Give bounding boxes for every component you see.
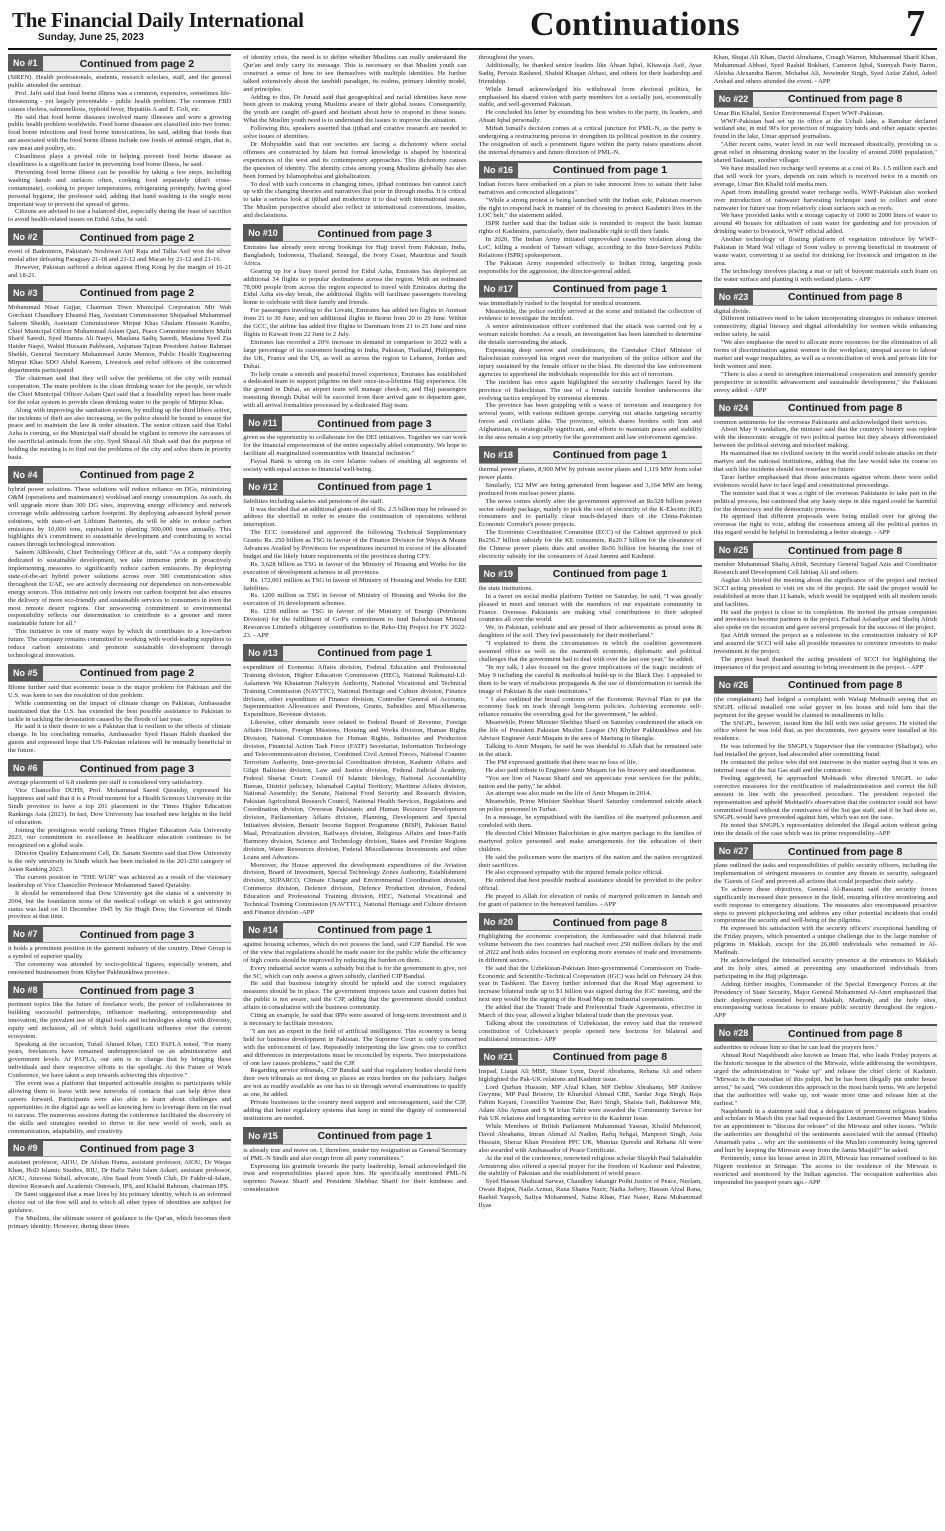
story-paragraph: He also paid tribute to Engineer Amir Muqam for his bravery and steadfastness. [485, 766, 697, 774]
story-paragraph: A senior administration officer confirmed that the attack was carried out by a woman suicide bomber. As a result, an investigation has been launched to determine the details surrounding the attack. [478, 323, 702, 347]
story-paragraph: plans outlined the tasks and responsibilities of public security officers, including the implementation of stringent measures to counter any threats to security, safeguard the 'Guests of God' and prevent all actions that could jeopardize their safety. [713, 862, 937, 885]
story-header [8, 228, 231, 246]
story-number-badge: No #9 [8, 1141, 43, 1156]
story-paragraph: The Economic Coordination Committee (ECC) of the Cabinet approved to pick Rs256.7 billion subsidy for the KE consumers, Rs20.7 billion for the clearance of the Chinese power plants dues and another Rs56 billion for bearing the cost of electricity subsidy for the consumers of Azad Jammu and Kashmir. [478, 529, 702, 560]
continued-from-label: Continued from page 8 [787, 402, 903, 415]
story-number-badge: No #7 [8, 927, 43, 942]
continued-from-label: Continued from page 3 [317, 417, 432, 430]
story-paragraph: Asghar Ali briefed the meeting about the significance of the project and invited SCCI acting president to visit on site of the project. He said the project would be established at more than 11 kanals, which would be equipped with all modern needs and facilities. [713, 576, 937, 608]
story-paragraph: We have installed two recharge well systems at a cost of Rs. 1.5 million each and that will work for years, depends on rain which is received twice in a month on average, Umar Bin Khalid told media men. [713, 164, 937, 188]
story-paragraph: Following this, speakers asserted that ijtihad and creative research are needed to solve issues of identities. [243, 125, 467, 141]
story-paragraph: Speaking at the occasion, Tufail Ahmed Khan, CEO PAFLA noted, "For many years, freelancers have remained underappreciated on an administrative and government levels. At PAFLA, our aim is to change that by bringing these individuals and their respective efforts to the spotlight. At this Future of Work Conference, we have taken a step towards achieving this objective." [8, 1040, 232, 1080]
story-paragraph: assistant professor, AIOU, Dr Afshan Huma, assistant professor, AIOU, Dr Waqas Khan, HoD Islamic Studies, RIU, Dr Hafiz Tahir Islam Askari, assistant professor, AIOU, Amoona Sohail, advocate, Abu Saad from Youth Club, Dr Fakhr-ul-Islam, director Research and Academic Outreach, IPS, and Khalid Rahman, chairman IPS. [8, 1159, 232, 1191]
story-paragraph: He added that the Transit Trade and Preferential Trade Agreements, effective in March of this year, allowed a higher bilateral trade than the previous year. [478, 1004, 702, 1020]
story-paragraph: Moreover, the House approved the development expenditures of the Aviation division, Board of Investment, Special Technology Zones Authority, Establishment division, SUPARCO, Climate Change and Environmental Coordination division, Commerce division, Defence division, Defence Production division, Federal Education and Professional Training division, HEC, National Vocational and Technical Training Commission (NAVTTC), National Heritage and Culture division and Finance division.-APP [243, 861, 467, 916]
story-paragraph: (the complainant) had lodged a complaint with Wafaqi Mohtasib saying that an SNGPL official installed one solar geyser in his house and told him that the payment for the geyser would be claimed in installments in bills. [713, 695, 937, 719]
continued-from-label: Continued from page 3 [79, 762, 195, 775]
story-paragraph: In a tweet on social media platform Twitter on Saturday, he said, "I was greatly pleased to meet and interact with the members of our expatriate community in France. Overseas Pakistanis are making vital contributions to their adopted countries all over the world. [478, 592, 702, 624]
column-4 [714, 54, 937, 1525]
continuation-story [8, 284, 231, 462]
story-paragraph: Ahmad Rouf Naqshbandi also known as Imam Hai, who leads Friday prayers at the historic mosque in the absence of the Mirwaiz, while addressing the worshipers, urged the administration to "wake up" and release the chief cleric of Kashmir. "Mirwaiz is the custodian of this pulpit, but he has been illegally put under house arrest," he said, "We condemn this approach in the most harsh terms. We are hopeful that the authorities will wake up, not waste more time and release him at the earliest." [713, 1052, 937, 1107]
story-header [8, 284, 231, 302]
story-number-badge: No #18 [479, 448, 519, 463]
story-number-badge: No #16 [479, 163, 519, 178]
story-number-badge: No #1 [8, 56, 43, 71]
story-paragraph: it holds a prominent position in the garment industry of the country. Diner Group is a symbol of superior quality. [8, 945, 232, 961]
continued-from-label: Continued from page 8 [787, 679, 903, 692]
story-paragraph: Preventing food borne illness can be possible by taking a few steps, including washing hands and surfaces often, cooking food separately (don't cross-contaminate), cooking to proper temperatures, refrigerating promptly, having good personal hygiene, the professor said, adding that hand washing is the single most important way to prevent the spread of germs. [8, 168, 232, 208]
story-paragraph: He said that food borne diseases involved many illnesses and were a growing public health problem worldwide. Food borne diseases are classified into two forms: food borne infections and food borne intoxications, he said, adding that foods that are associated with the food borne illness include raw foods of animal origin, that is, raw meat and poultry, etc. [8, 113, 232, 153]
story-paragraph: liabilities including salaries and pensions of the staff. [243, 497, 384, 505]
story-paragraph: While Members of British Parliament Muhammad Yasean, Khalid Mehmood, David Abrahams, Imran Ahmad Al Nadim, Rafiq Sehgal, Manpreet Singh, Asia Hussain, Sheraz Khan President PPC UK, Mumtaz Qureshi and Rehana Ali were also awarded with Ambassador of Peace Certificate. [478, 1123, 702, 1154]
story-paragraph: The ceremony was attended by socio-political figures, especially women, and renowned businessmen from Khyber Pakhtunkhwa province. [8, 961, 232, 977]
continuation-story [243, 478, 466, 640]
story-header [714, 288, 937, 306]
story-paragraph: event of Badminton, Pakistan's Noshiwan Arif Raja and Talha Asif won the silver medal after defeating Paraguay 21-18 and 21-12 and Macau by 21-12 and 21-16. [8, 248, 232, 264]
story-paragraph: WWF-Pakistan had set up its office at the Uchali lake, a Ramshar declared wetland site, in mid 90's for protection of migratory birds and other aquatic species found in the lake, Umar apprised journalists. [713, 117, 937, 141]
story-number-badge: No #6 [8, 761, 43, 776]
continued-from-label: Continued from page 1 [552, 283, 668, 296]
continued-from-label: Continued from page 8 [787, 93, 903, 106]
continued-from-label: Continued from page 8 [552, 1051, 668, 1064]
story-paragraph: "You are lion of Nawaz Sharif and we appreciate your services for the public, nation and the party," he added. [478, 774, 702, 790]
story-header [243, 921, 466, 939]
story-header [714, 90, 937, 108]
continuation-story [714, 399, 937, 538]
continued-from-label: Continued from page 2 [79, 469, 195, 482]
story-paragraph: Ijaz Afridi termed the project as a milestone in the construction industry of KP and assured the SCCI will take all possible measures to convince investors to make investment in the project. [713, 632, 937, 656]
story-paragraph: Syed Hassan Shahzad Sarwar, Chaudhry Jahangir Pothi Justice of Peace, Neelam, Owais Rajput, Naila Azmat, Rana Shama Nazir, Nadia Jaffery, Hassan Afzal Rana, Rashid Yaqoob, Safiya Mohammed, Naina Khan, Fiaz Naser, Rana Muhammad Ilyas [478, 1178, 702, 1210]
story-paragraph: Similarly, 152 MW are being generated from bagasse and 3,164 MW are being produced from nuclear power plants. [478, 481, 702, 497]
story-header [8, 54, 231, 72]
story-header [714, 842, 937, 860]
continuation-story [479, 280, 702, 442]
story-paragraph: Cleanliness plays a pivotal role in helping prevent food borne disease as cleanliness is a significant factor in preventing food borne illness, he said. [8, 153, 232, 168]
continuation-story [8, 664, 231, 755]
story-paragraph: "While a strong protest is being launched with the Indian side, Pakistan reserves the right to respond back in manner of its choosing to protect Kashmiri lives in the LOC belt," the statement added. [478, 196, 702, 220]
story-paragraph: Adding further insights, Commander of the Special Emergency Forces at the Presidency of State Security, Major General Mohammed Al-Amri emphasized that their deployment extended beyond Makkah, Madinah, and the holy sites, encompassing various locations to ensure public security throughout the region.- APP [713, 980, 937, 1020]
story-paragraph: "We also emphasise the need to allocate more resources for the elimination of all forms of discrimination against women in the workplace, unequal access to labour market and wage inequalities, as well as a reconciliation of work and private life for both women and men. [713, 339, 937, 370]
story-number-badge: No #28 [714, 1026, 754, 1041]
story-header [479, 1048, 702, 1066]
story-number-badge: No #13 [243, 646, 283, 661]
story-paragraph: throughout the years. [478, 54, 535, 61]
story-number-badge: No #17 [479, 282, 519, 297]
story-paragraph: To achieve these objectives, General Al-Bassami said the security forces significantly increased their presence in the field, ensuring effective monitoring and swift response to emergency situations. The measures also encompassed proactive steps to prevent pickpocketing and address any other potential incidents that could compromise the security and well-being of the pilgrims. [713, 885, 937, 925]
story-paragraph: Apart from installing ground water recharge wells, WWF-Pakistan also worked over introduction of rainwater harvesting technique used to collect and store rainwater for future use from relatively clean surfaces such as roofs. [713, 188, 937, 212]
story-paragraph: Emirates has already seen strong bookings for Hajj travel from Pakistan, India, Bangladesh, Indonesia, Thailand, Senegal, the Ivory Coast, Mauritius and South Africa. [243, 244, 467, 267]
story-paragraph: Umar Bin Khalid, Senior Environmental Expert WWF-Pakistan. [713, 109, 884, 117]
story-paragraph: Lord Qurban Hussain, MP Afzal Khan, MP Debbie Abrahams, MP Andrew Gwynne, MP Paul Bristow, Dr Khurshid Ahmad CBE, Sardar Joga Singh, Raja Fahim Kayani, Councillor Yasmine Dar, Ravi Singh, Shaista Safi, Bakhtawar Mir, Adam Abu Ayman and S M Irfan Tahir were awarded the Community Service for Pak UK relations and longstanding service to the Kashmir Issue. [478, 1083, 702, 1123]
story-paragraph: Dr Sami suggested that a man lives by his primary identity, which is an informed choice out of the free will and to which all other types of identities are subject for guidance. [8, 1191, 232, 1214]
story-number-badge: No #2 [8, 230, 43, 245]
story-paragraph: It should be remembered that Dow University got the status of a university in 2004, but the foundation stone of the medical college on which it got university status was laid on 10 December 1945 by Sir Hugh Dow, the Governor of Sindh province at that time. [8, 889, 232, 921]
continuation-story [479, 54, 702, 157]
continuation-story [243, 1127, 466, 1194]
story-number-badge: No #23 [714, 290, 754, 305]
story-paragraph: against housing schemes, which do not possess the land, said CJP Bandial. He was of the view that regulations should be made easier for the public while the efficiency of high courts should be improved by reducing the burden on them. [243, 940, 467, 964]
continued-from-label: Continued from page 8 [787, 544, 903, 557]
newspaper-name: The Financial Daily International [12, 8, 304, 32]
story-paragraph: Mohammad Nisar Gujjar, Chairman Town Municipal Corporation Mir Wah Gorchani Chaudhary Ehsanul Haq, Assistant Commissioner Shujaabad Muhammad Saleem Sheikh, Assistant Commissioner Mirpur Khas Ghulam Hussain Kaniho, Chief Municipal Officer Muhammad Aslam Qazi, Peace Committee members Mufti Sharif Saeedi, Syed Hamza Ali Naqvi, Maulana Sadiq Saeedi, Maulana Syed Zia Haider Naqvi, Wahid Hussain Pahlwani, Anjuman Tajiran President Anisur Rahman Sheikh, General Secretary Muhammad Amin Memon, Public Health Engineering Mirpur Khas SDO Abdul Kareem, Livestock and relief officers of the concerned departments participated. [8, 303, 232, 375]
story-header [714, 541, 937, 559]
story-paragraph: In a message, he sympathised with the families of the martyred policemen and condoled with them. [478, 814, 702, 830]
story-number-badge: No #5 [8, 666, 43, 681]
continuation-story [8, 1139, 231, 1230]
continued-from-label: Continued from page 3 [317, 227, 432, 240]
story-paragraph: He prayed to Allah for elevation of ranks of martyred policemen in Jannah and for grant of patience to the bereaved families. - APP [478, 893, 702, 909]
story-paragraph: He concluded his letter by extending his best wishes to the party, its leaders, and Ahsan Iqbal personally. [478, 109, 702, 125]
story-paragraph: However, Pakistan suffered a defeat against Hong Kong by the margin of 16-21 and 18-21. [8, 264, 232, 279]
continued-from-label: Continued from page 1 [552, 568, 668, 581]
column-2 [243, 54, 466, 1525]
story-paragraph: In 2020, The Indian Army initiated unprovoked ceasefire violation along the LoC, killing a resident of Tatwari village, according to the Inter-Services Public Relations (ISPR) spokesperson. [478, 236, 702, 259]
story-paragraph: He said that the Uzbekistan-Pakistan Inter-governmental Commission on Trade-Economic and Scientific-Technical Cooperation (IGC) was held on February 24 this year in Tashkent. The Envoy further informed that the Road Map agreement to increase bilateral trade up to $1 billion was signed during the IGC meeting, and the next step would be the signing of the Road Map on Industrial cooperation. [478, 964, 702, 1004]
column-1 [8, 54, 231, 1525]
story-paragraph: Private businesses in the country need support and encouragement, said the CJP, adding that better regulatory systems that keep in mind the dignity of commercial institutions are needed. [243, 1099, 467, 1122]
story-number-badge: No #26 [714, 678, 754, 693]
story-header [8, 664, 231, 682]
story-number-badge: No #12 [243, 480, 283, 495]
story-paragraph: expenditure of Economic Affairs division, Federal Education and Professional Training division, Higher Education Commission (HEC), National Rahmatul-Lil-Aalameen Wa Khatamun Nabiyyin Authority, National Vocational and Technical Training Commission (NAVTTC), National Heritage and Culture division, Finance division, other expenditure of Finance division, Controller General of Accounts, Superannuation Allowances and Pensions, Grants, Subsidies and Miscellaneous Expenditure, Revenue division. [243, 663, 467, 719]
column-3 [479, 54, 702, 1525]
story-paragraph: The news comes shortly after the government approved an Rs328 billion power sector subsidy package, mainly to pick the cost of electricity of the K-Electric (KE) consumers and to partially clear much-delayed dues of the China-Pakistan Economic Corridor's power projects. [478, 497, 702, 529]
story-header [8, 981, 231, 999]
continued-from-label: Continued from page 8 [552, 916, 668, 929]
story-header [8, 759, 231, 777]
story-paragraph: The chairman said that they will solve the problems of the city with mutual cooperation. The main problem is the clean drinking water for the people, on which the Chief Municipal Officer Aslam Qazi said that a feasibility report has been made for the solar system to provide clean drinking water to the people of Mirpur Khas. [8, 375, 232, 406]
continued-from-label: Continued from page 1 [317, 647, 432, 660]
story-paragraph: common sentiments for the overseas Pakistanis and acknowledged their services. [713, 418, 928, 426]
story-header [243, 414, 466, 432]
story-paragraph: The Pakistan Army responded effectively to Indian firing, targeting posts responsible for the aggression, the director-general added. [478, 259, 702, 275]
story-paragraph: Naqshbandi in a statement said that a delegation of prominent religious leaders and scholars in March this year had requested the Lieutenant Governor Manoj Sinha for an appointment to "discuss the release" of the Mirwaiz and other issues. "While the authorities are thoughtful of the sentiments associated with the annual (Hindu) Amarnath yatra ... why are the sentiments of the Muslim community being ignored and hurt by keeping the Mirwaiz away from the Jamia Masjid?" he asked. [713, 1107, 937, 1155]
story-paragraph: pertinent topics like the future of freelance work, the power of collaborations in building successful partnerships, influencer marketing, entrepreneurship and innovation, the prevalent use of digital tools and technologies along with diversity, equity and inclusion, all of which hold significant influence over the current ecosystem. [8, 1001, 232, 1040]
story-paragraph: The current position in "THE WUR" was achieved as a result of the visionary leadership of Vice Chancellor Professor Mohammad Saeed Quraishy. [8, 873, 232, 889]
story-paragraph: "I explained to them the circumstances in which the coalition government assumed office as well as the mammoth economic, diplomatic and political challenges that the government had to deal with over the last one year," he added. [478, 640, 702, 663]
continuation-story [479, 1048, 702, 1210]
story-header [479, 446, 702, 464]
story-paragraph: Another technology of floating platform of vegetation introduce by WWF-Pakistan in Mard Wal village of Soon valley is proving beneficial in treatment of waste water, converting it as useful for drinking for livestock and irrigation in the area. [713, 236, 937, 267]
continuation-story [714, 842, 937, 1020]
continued-from-label: Continued from page 2 [79, 57, 195, 70]
story-paragraph: "I am not an expert in the field of artificial intelligence. This economy is being held for business development in Pakistan. The Supreme Court is only concerned with the enforcement of law. Repeatedly interpreting the law gives rise to conflict and differences in interpretations must be reconciled by experts. Two interpretations of one law causes problems," said the CJP. [243, 1027, 467, 1067]
story-paragraph: Joining the prestigious world ranking Times Higher Education Asia University 2023, our commitment to excellence in healthcare education continues to be recognized on a global scale. [8, 826, 232, 850]
story-paragraph: "After recent rains, water level in our well increased drastically, providing us a great relief in obtaining drinking water in the locality of around 2000 population," shared Taslaam, another villager. [713, 141, 937, 165]
continued-from-label: Continued from page 1 [317, 1130, 432, 1143]
continued-from-label: Continued from page 1 [317, 481, 432, 494]
story-paragraph: Vice Chancellor DUHS, Prof. Mohammad Saeed Quraishy, expressed his happiness and said that it is a Proud moment for a Health Sciences University in the Sindh province to have a top 201 placement in the Times Higher Education Rankings Asia (2023). In fact, Dow University has touched new heights in the field of education. [8, 786, 232, 826]
continuation-story [714, 54, 937, 86]
story-paragraph: Citing an example, he said that IPPs were assured of long-term investment and it is necessary to facilitate investors. [243, 1012, 467, 1027]
continued-from-label: Continued from page 2 [79, 231, 195, 244]
story-paragraph: Indian forces have embarked on a plan to take innocent lives to satiate their false narratives and concocted allegations". [478, 180, 702, 196]
story-paragraph: Along with improving the sanitation system, by mulling up the third lifters active, the incidents of theft are also increasing, so the police should be bound to ensure the peace and to maintain the law & order situation. The senior citizen said that Eidul Azha is coming, so the Municipal staff should be vigilant to remove the carcasses of the sacrificial animals from the city. Syed Shazal Ali Shah said that the purpose of holding the meeting is to find out the problems of the city and solve them in priority basis. [8, 406, 232, 462]
story-paragraph: Dr Mohyuddin said that our societies are facing a dichotomy where social offenses are constructed by Islam but formal knowledge is shaped by historical experiences of the west and its contemporary approaches. This dichotomy causes the question of identity. The identity crisis among young Muslims globally has also been formed by Islamophobia and globalization. [243, 140, 467, 180]
article-columns [8, 54, 937, 1525]
story-paragraph: Emirates has recorded a 20% increase in demand in comparison to 2022 with a large percentage of its customers heading to India, Pakistan, Thailand, Philippines, the UK, France and the US, as well as across the region to Lebanon, Jordan and Dubai. [243, 338, 467, 370]
continuation-story [243, 921, 466, 1123]
story-paragraph: (SIREN). Health professionals, students, research scholars, staff, and the general public attended the seminar. [8, 74, 232, 89]
story-paragraph: He acknowledged the intensified security presence at the entrances to Makkah and its holy sites, aimed at preventing any unauthorized individuals from participating in the Hajj pilgrimage. [713, 957, 937, 980]
story-paragraph: Adding to this, Dr Junaid said that geographical and racial identities have now been given to making young Muslims aware of their global issues. Consequently, the youth are caught off-guard and hesitant about how to respond to these issues. What the Muslim youth need is to understand the issues to improve the situation. [243, 93, 467, 125]
story-paragraph: Khan, Shujat Ali Khan, David Abrahams, Creagh Warren, Muhammad Sharif Khan, Muhammad Abbasi, Syed Rashid Bokhari, Cameron Iqbal, Sunnyah Pasty Baron, Aleisha Alexandra Baron, Mohabat Ali, Jeswinder Singh, Syed Azfar Zahid, Adeel Arshad and others attended the event. - APP [713, 54, 937, 85]
continuation-story [714, 541, 937, 672]
continuation-story [479, 161, 702, 276]
story-paragraph: Miftah Ismail's decision comes at a critical juncture for PML-N, as the party is undergoing a restructuring process to strengthen its political position in the country. The resignation of such a prominent figure within the party raises questions about the internal dynamics and future direction of PML-N. [478, 125, 702, 156]
issue-date: Sunday, June 25, 2023 [38, 32, 144, 43]
story-paragraph: Rs. 172,001 million as TSG in favour of Ministry of Housing and Works for ERE liabilities. [243, 576, 467, 592]
continuation-story [714, 288, 937, 395]
story-header [714, 1024, 937, 1042]
story-paragraph: average placement of 6.8 students per staff is considered very satisfactory. [8, 779, 204, 787]
continued-from-label: Continued from page 3 [79, 984, 195, 997]
story-header [479, 913, 702, 931]
story-header [243, 1127, 466, 1145]
story-paragraph: " I also outlined the broad contours of the Economic Revival Plan to put the economy back on track through long-term policies. Achieving economic self-reliance remains the overriding goal for the government," he added. [478, 695, 702, 719]
story-paragraph: Regarding service tribunals, CJP Bandial said that regulatory bodies should form their own tribunals as not doing so places an extra burden on the judiciary. Judges are not as readily available as one has to sit through several examinations to qualify as one, he added. [243, 1067, 467, 1099]
story-paragraph: The PM expressed gratitude that there was no loss of life. [485, 758, 638, 766]
continuation-story [714, 676, 937, 838]
story-number-badge: No #10 [243, 226, 283, 241]
story-number-badge: No #20 [479, 915, 519, 930]
continued-from-label: Continued from page 3 [79, 928, 195, 941]
story-paragraph: Talking about the constitution of Uzbekistan, the envoy said that the renewed constitution of Uzbekistan's people opened new horizons for bilateral and multilateral interaction.- APP [478, 1019, 702, 1043]
continuation-story [8, 228, 231, 280]
continued-from-label: Continued from page 2 [79, 287, 195, 300]
continuation-story [8, 925, 231, 977]
story-number-badge: No #24 [714, 401, 754, 416]
story-paragraph: Meanwhile, Prime Minister Shehbaz Sharif Saturday condemned suicide attack on police personnel in Turbat. [478, 798, 702, 814]
story-paragraph: of identity crisis, the need is to define whether Muslims can really understand the Qur'an and truly carry its message. This is necessary so that Muslim youth can construct a sense of how to see themselves with multiple identities. He further talked extensively about the tawhidi paradigm, its realms, primary identity model, and principles. [243, 54, 467, 93]
story-paragraph: He said it is their desire to see a Pakistan that is resilient to the effects of climate change. In his concluding remarks, Ambassador Syed Hasan Habib thanked the guests and expressed hope that US-Pakistan relations will be mutually beneficial in the future. [8, 723, 232, 755]
continuation-story [479, 913, 702, 1044]
story-paragraph: Additionally, he thanked senior leaders like Ahsan Iqbal, Khawaja Asif, Ayaz Sadiq, Pervaiz Rasheed, Shahid Khaqan Abbasi, and others for their leadership and friendship. [478, 61, 702, 85]
story-paragraph: At the end of the conference, renowned religious scholar Shaykh Paul Salahuddin Armstrong also offered a special prayer for the freedom of Kashmir and Palestine, the stability of Pakistan and the establishment of world peace. [478, 1154, 702, 1178]
story-paragraph: An attempt was also made on the life of Amir Muqam in 2014. [485, 790, 652, 798]
story-header [8, 466, 231, 484]
story-paragraph: He contacted the police who did not intervene in the matter saying that it was an internal issue of the Sui Gas staff and the contractor. [713, 759, 937, 774]
story-paragraph: Rs. 1238 million as TSG in favour of the Ministry of Energy (Petroleum Division) for the fulfillment of GoP's commitment to fund Balochistan Mineral Resources Limited's obligatory contribution to the Reko-Diq Project for FY 2022-23. - APP [243, 608, 467, 639]
story-paragraph: Faysal Bank is strong on its core Islamic values of enabling all segments of society with equal access to financial well-being. [243, 457, 467, 473]
story-header [8, 1139, 231, 1157]
story-paragraph: member Muhammad Shafiq Afridi, Secretary General Sajjad Aziz and Coordinator Research and Development Cell Ishtiaq Ali and others. [713, 561, 937, 577]
story-paragraph: He directed Chief Minister Balochistan to give martyrs package to the families of martyred police personnel and make arrangements for the education of their children. [478, 829, 702, 853]
continued-from-label: Continued from page 1 [552, 449, 668, 462]
story-paragraph: He noted that SNGPL's representative defended the illegal action without going into the details of the case which was its prime responsibility.-APP [713, 822, 937, 838]
story-header [243, 478, 466, 496]
continued-from-label: Continued from page 3 [79, 1142, 195, 1155]
story-paragraph: To deal with such concerns in changing times, ijtihad continues but cannot catch up with the changing theories and narratives that pour in through media. It is critical to take a serious look at ijtihad and modernize it to deal with international issues. The Muslim perspective should also reflect in international conventions, treaties, and declarations. [243, 180, 467, 220]
continuation-story [8, 54, 231, 224]
continuation-story [8, 759, 231, 921]
story-paragraph: He was informed by the SNGPL's Supervisor that the contractor (Shafiqat), who had installed the geyser, had absconded after committing fraud. [713, 743, 937, 759]
story-paragraph: Tarar further emphasised that those miscreants against whom there were solid evidences would have to face legal and constitutional proceedings. [713, 473, 937, 489]
story-paragraph: The minister said that it was a right of the overseas Pakistanis to take part in the political process, but cautioned that any hasty steps in this regard could be harmful for the democracy and the democratic process. [713, 489, 937, 513]
story-paragraph: He maintained that no civilized society in the world could tolerate attacks on their martyrs and the national institutions, adding that the law would take its course so that such like incidents should not resurface in future. [713, 450, 937, 473]
story-paragraph: ISPR further said that the Indian side is reminded to respect the basic human rights of Kashmiris, particularly, their inalienable right to till their lands. [478, 220, 702, 236]
story-header [714, 676, 937, 694]
continuation-story [243, 224, 466, 410]
story-paragraph: He said the project is close to its completion. He invited the private companies and investors to become partners in the project. Farhad Asfandyar and Shafiq Afridi also spoke on the occasion and gave several proposals for the success of the project. [713, 608, 937, 632]
story-paragraph: Saleem AlBlooshi, Chief Technology Officer at du, said: "As a company deeply dedicated to sustainable development, we take immense pride in proactively implementing measures to significantly reduce carbon emissions. By deploying state-of-the-art hybrid power solutions across over 300 communication sites throughout the UAE, we are actively decreasing our dependence on non-renewable energy sources. This initiative not only lowers our carbon footprint but also ensures the delivery of more eco-friendly and sustainable services to consumers in even the most remote desert regions. Our unwavering commitment to environmental responsibility reflects our determination to contribute to a greener and more sustainable future for all." [8, 549, 232, 628]
continued-from-label: Continued from page 1 [317, 924, 432, 937]
story-number-badge: No #22 [714, 92, 754, 107]
story-paragraph: Likewise, other demands were related to Federal Board of Revenue, Foreign Affairs Division, Foreign Missions, Housing and Works division, Human Rights Division, National Commission for Human Rights, Industries and Production division, Financial Action Task Force (FATF) Secretariat, Information Technology and Telecommunication division, Combined Civil Armed Forces, National Counter Terrorism Authority, Inter-provincial Coordination division, Kashmir Affairs and Gilgit Baltistan division, Law and Justice division, Federal Judicial Academy, Federal Shariat Court; Council Of Islamic Ideology, National Accountability Bureau, District judiciary, Islamabad Capital Territory; Maritime Affairs division, National Assembly; the Senate, National Food Security and Research division, Pakistan Agricultural Research Council, National Health Services, Regulations and Coordination division, Overseas Pakistanis and Human Resource Development division, Parliamentary Affairs division, Planning, Development and Special Initiatives division, Benazir Income Support Programme (BISP), Pakistan Baitul Maal, Privatization division, Railways division, Religious Affairs and Inter-Faith Harmony division, Science and Technology division, States and Frontier Regions division, Water Resources division, Federal Miscellaneous Investments and other Loans and Advances. [243, 719, 467, 861]
story-paragraph: authorities to release him so that he can lead the prayers here." [713, 1044, 879, 1052]
story-number-badge: No #15 [243, 1129, 283, 1144]
story-number-badge: No #8 [8, 983, 43, 998]
story-paragraph: It was decided that an additional grant-in-aid of Rs. 2.5 billion may be released to address the shortfall in order to ensure the continuation of operations without interruption. [243, 505, 467, 529]
story-header [243, 224, 466, 242]
story-paragraph: We have provided tanks with a storage capacity of 1000 to 2000 liters of water to around 40 houses for utilization of rain water for gardening and for provision of drinking water to livestock, WWF official added. [713, 212, 937, 236]
story-paragraph: For Muslims, the ultimate source of guidance is the Qur'an, which becomes their primary identity. However, during these times [8, 1214, 232, 1230]
story-paragraph: Expressing deep sorrow and condolences, the Caretaker Chief Minister of Balochistan conveyed his regret over the martyrdom of the police officer and the injury sustained by the female officer in the blast. He directed the law enforcement agencies to apprehend the individuals responsible for this act of terrorism. [478, 347, 702, 378]
story-number-badge: No #19 [479, 567, 519, 582]
story-number-badge: No #27 [714, 844, 754, 859]
story-header [479, 280, 702, 298]
story-paragraph: Prof. Jafri said that food borne illness was a common, expensive, sometimes life-threatening - yet largely preventable - public health problem. The common FBD causes cholera, salmonellosis, typhoid fever, Hepatitis A and E. Coli, etc. [8, 89, 232, 113]
story-paragraph: Feeling aggrieved, he approached Mohtasib who directed SNGPL to take corrective measures for the rectification of maladministration and correct the bill amount in line with the prescribed procedure. The president rejected the representation and upheld Mohtasib's observation that the contractor could not have committed fraud without the connivance of the Sui gas staff, and if he had done so, SNGPL would have proceeded against him, which was not the case. [713, 774, 937, 822]
story-paragraph: The ECC considered and approved the following Technical Supplementary Grants: Rs. 250 billion as TSG in favour of the Finance Division for Ways & Means Advances Availed by Provinces for expenditures incurred in excess of the allocated budget and the likely future requirements of the provinces during CFY. [243, 529, 467, 560]
story-header [8, 925, 231, 943]
story-paragraph: He said the policemen were the martyrs of the nation and the nation recognized their sacrifices. [478, 853, 702, 869]
story-paragraph: given us the opportunity to collaborate for the DEI initiatives. Together we can work for the financial empowerment of the entire especially abled community. We hope to facilitate all marginalized communities with financial inclusion." [243, 434, 467, 457]
story-paragraph: Blome further said that economic issue is the major problem for Pakistan and the U.S. was keen to see the resolution of this problem. [8, 683, 232, 699]
story-number-badge: No #4 [8, 468, 43, 483]
story-paragraph: The SNGPL, however, issued him the bill with two solar geysers. He visited the office where he was told that, as per documents, two geysers were installed at his residence. [713, 719, 937, 743]
story-number-badge: No #25 [714, 543, 754, 558]
story-paragraph: The province has been grappling with a wave of terrorism and insurgency for several years, with various militant groups carrying out attacks targeting security forces and civilians alike. The province, which shares borders with Iran and Afghanistan, is strategically significant, and efforts to maintain peace and stability in the area remain a top priority for the government and law enforcement agencies. [478, 402, 702, 442]
continuation-story [243, 414, 466, 474]
story-paragraph: He ordered that best possible medical assistance should be provided to the police official. [478, 877, 702, 893]
story-paragraph: He expressed his satisfaction with the security officers' exceptional handling of the Friday prayers, which presented a unique challenge due to the large number of pilgrims in Makkah, except for the 26,000 individuals who remained in Al-Madinah. [713, 925, 937, 957]
story-paragraph: was immediately rushed to the hospital for medical treatment. [478, 299, 642, 307]
story-paragraph: "There is also a need to strengthen international cooperation and intensify gender perspective in scientific advancement and sustainable development," the Pakistani envoy added. - APP [713, 370, 937, 394]
continuation-story [714, 90, 937, 284]
page-number: 7 [906, 3, 925, 45]
story-paragraph: digital divide. [713, 307, 751, 315]
story-paragraph: thermal power plants, 8,900 MW by private sector plants and 1,119 MW from solar power plants. [478, 465, 702, 481]
story-paragraph: He also expressed sympathy with the injured female police official. [485, 869, 664, 877]
story-paragraph: Meanwhile, the police swiftly arrived at the scene and initiated the collection of evidence to investigate the incident. [478, 307, 702, 323]
story-paragraph: For passengers traveling to the Levant, Emirates has added ten flights to Amman from 21 to 30 June, and ten additional flights to Beirut from 20 to 29 June. Within the GCC, the airline has added five flights to Dammam from 21 to 25 June and nine flights to Kuwait from 22 June to 2 July. [243, 307, 467, 338]
story-paragraph: About May 9 vandalism, the minister said that the country's history was replete with the democratic struggle of two political parties but they always differentiated between the political striving and mischief making. [713, 426, 937, 450]
story-paragraph: Director Quality Enhancement Cell, Dr. Sanam Soomro said that Dow University is the only university in Sindh which has been included in the 201-250 category of Asian Ranking 2023. [8, 850, 232, 874]
story-paragraph: The technology involves placing a mat or raft of buoyant materials such foam on the water surface and planting it with wetland plants. - APP [713, 267, 937, 283]
story-paragraph: The project head thanked the acting president of SCCI for highlighting the importance of the project and assuring to bring investment in the project. - APP [713, 656, 937, 671]
story-header [479, 565, 702, 583]
continuation-story [479, 446, 702, 561]
continued-from-label: Continued from page 8 [787, 845, 903, 858]
story-number-badge: No #21 [479, 1050, 519, 1065]
story-paragraph: Talking to Amir Muqam, he said he was thankful to Allah that he remained safe in the attack. [478, 742, 702, 758]
continuation-story [8, 981, 231, 1135]
continuation-story [243, 54, 466, 220]
story-paragraph: The incident has once again highlighted the security challenges faced by the province of Balochistan. The use of a female suicide bomber underscores the evolving tactics employed by extremist elements. [478, 378, 702, 402]
story-paragraph: Expressing his gratitude towards the party leadership, Ismail acknowledged the trust and responsibilities placed upon him. He specifically mentioned PML-N supremo Nawaz Sharif and President Shehbaz Sharif for their kindness and consideration [243, 1162, 467, 1194]
continuation-story [714, 1024, 937, 1186]
continued-from-label: Continued from page 8 [787, 1027, 903, 1040]
story-paragraph: He apprised that different proposals were being mulled over for giving the overseas the right to vote, adding the consensus among all the political parties in this regard would be helpful in formulating a better strategy. - APP [713, 513, 937, 537]
story-paragraph: This initiative is one of many ways by which du contributes to a low-carbon future. The company remains committed to working with world-leading suppliers to reduce carbon emissions and promote sustainable development through technological innovation. [8, 628, 232, 659]
masthead [8, 0, 937, 50]
story-number-badge: No #3 [8, 286, 43, 301]
section-title: Continuations [530, 6, 740, 43]
continuation-story [479, 565, 702, 909]
story-paragraph: hybrid power solutions. These solutions will reduce reliance on DGs, minimizing O&M (operations and maintenance) workload and energy consumption. As such, du will upgrade more than 300 DG sites, improving energy efficiency and network coverage while addressing carbon footprint. By deploying advanced hybrid power solutions, with state-of-art Lithium Batteries, du will be able to reduce carbon emissions by 10,000 tons, equivalent to planting 500,000 trees annually. This highlights du's commitment to sustainable development and contributing to social causes through technological innovation. [8, 485, 232, 549]
story-paragraph: is already true and move on. I, therefore, tender my resignation as General Secretary of PML-N Sindh and also resign from all party committees." [243, 1146, 467, 1162]
continuation-story [243, 644, 466, 917]
story-paragraph: the state institutions. [478, 584, 533, 592]
story-paragraph: "In my talk, I also focused on the grave implications of the tragic incidents of May 9 including the careful & methodical build-up to the Black Day. I appealed to them to be wary of malicious propaganda & the use of disinformation to tarnish the image of Pakistan & the state institutions." [478, 663, 702, 695]
continued-from-label: Continued from page 2 [79, 667, 195, 680]
story-paragraph: Meanwhile, Prime Minister Shehbaz Sharif on Saturday condemned the attack on the life of President Pakistan Muslim League (N) Khyber Pakhtunkhwa and his Advisor Engineer Amir Muqam in the area of Martung in Shangla. [478, 719, 702, 743]
story-paragraph: We, in Pakistan, celebrate and are proud of their achievements as proud sons & daughters of the soil. They feel passionately for their motherland." [478, 624, 702, 640]
story-paragraph: While commenting on the impact of climate change on Pakistan, Ambassador maintained that the U.S. has extended the best possible assistance to Pakistan to tackle in tackling the devastation caused by the floods of last year. [8, 699, 232, 723]
story-header [479, 161, 702, 179]
story-paragraph: Every industrial sector wants a subsidy but that is for the government to give, not the SC, which can only assess a given subsidy, clarified CJP Bandial. [243, 964, 467, 980]
continuation-story [8, 466, 231, 660]
story-paragraph: He said that business integrity should be upheld and the correct regulatory measures should be in place. The government imposes taxes and custom duties but the public is not aware, said the CJP, adding that the government should conduct affairs in consultation with the business community. [243, 980, 467, 1012]
continued-from-label: Continued from page 1 [552, 164, 668, 177]
story-number-badge: No #11 [243, 416, 282, 431]
story-paragraph: To help create a smooth and peaceful travel experience, Emirates has established a dedicated team to support pilgrims on their once-in-a-lifetime Hajj experience. On the ground in Dubai, an airport team will manage check-in, and Hajj passengers transiting through Dubai will be escorted from their arrival gate to departure gate, with all arrival formalities processed by a dedicated Hajj team. [243, 370, 467, 410]
story-paragraph: Pertinently, since his house arrest in 2019, Mirwaiz has remained confined to his Nigeen residence in Srinagar. The access to the residence of the Mirwaiz is restricted and monitored by the Indian agencies. The occupation authorities also impounded his passport years ago.- APP [713, 1154, 937, 1186]
story-paragraph: Rs. 1200 million as TSG in favour of Ministry of Housing and Works for the execution of 16 development schemes. [243, 592, 467, 608]
story-paragraph: Different initiatives need to be taken incorporating strategies to enhance internet connectivity, digital literacy and digital affordability for women while enhancing online safety, he said. [713, 315, 937, 339]
story-header [714, 399, 937, 417]
story-number-badge: No #14 [243, 923, 283, 938]
story-paragraph: While Ismail acknowledged his withdrawal from electoral politics, he emphasised his shared vision with party members for a socially just, economically stable, and well-governed Pakistan. [478, 85, 702, 109]
story-paragraph: Inspad, Liaqat Ali MBE, Shane Lynn, David Abrahams, Rehana Ali and others highlighted the Pak-UK relations and Kashmir issue. [478, 1067, 702, 1083]
story-paragraph: Citizens are advised to use a balanced diet, especially during the feast of sacrifice to avoid health-related issues on Eidul Azha, he said. [8, 208, 232, 224]
continued-from-label: Continued from page 8 [787, 291, 903, 304]
story-paragraph: Highlighting the economic cooperation, the Ambassador said that bilateral trade volume between the two countries had reached over 250 million dollars by the end of 2022 and both sides focused on exploring more avenues of trade and investments in different sectors. [478, 933, 702, 964]
story-paragraph: The event was a platform that imparted actionable insights to participants while allowing them to leave with new networks of contacts that can help drive their careers forward. Participants were also able to learn about challenges and opportunities in the digital age as well as knowing how to leverage them on the road to success. The numerous sessions during the conference facilitated the discovery of the skills and strategies needed to thrive in the new world of work, such as communication, adaptability, and creativity. [8, 1080, 232, 1135]
story-paragraph: Rs. 3,628 billion as TSG in favour of the Ministry of Housing and Works for the execution of development schemes in all provinces. [243, 560, 467, 576]
story-paragraph: Gearing up for a busy travel period for Eidul Azha, Emirates has deployed an additional 34 flights to popular destinations across the region. With an estimated 78,000 people from across the region expected to travel with Emirates during the Eidul Azha six-day break, the additional flights will facilitate passengers traveling home to celebrate with their family and friends. [243, 267, 467, 307]
story-header [243, 644, 466, 662]
